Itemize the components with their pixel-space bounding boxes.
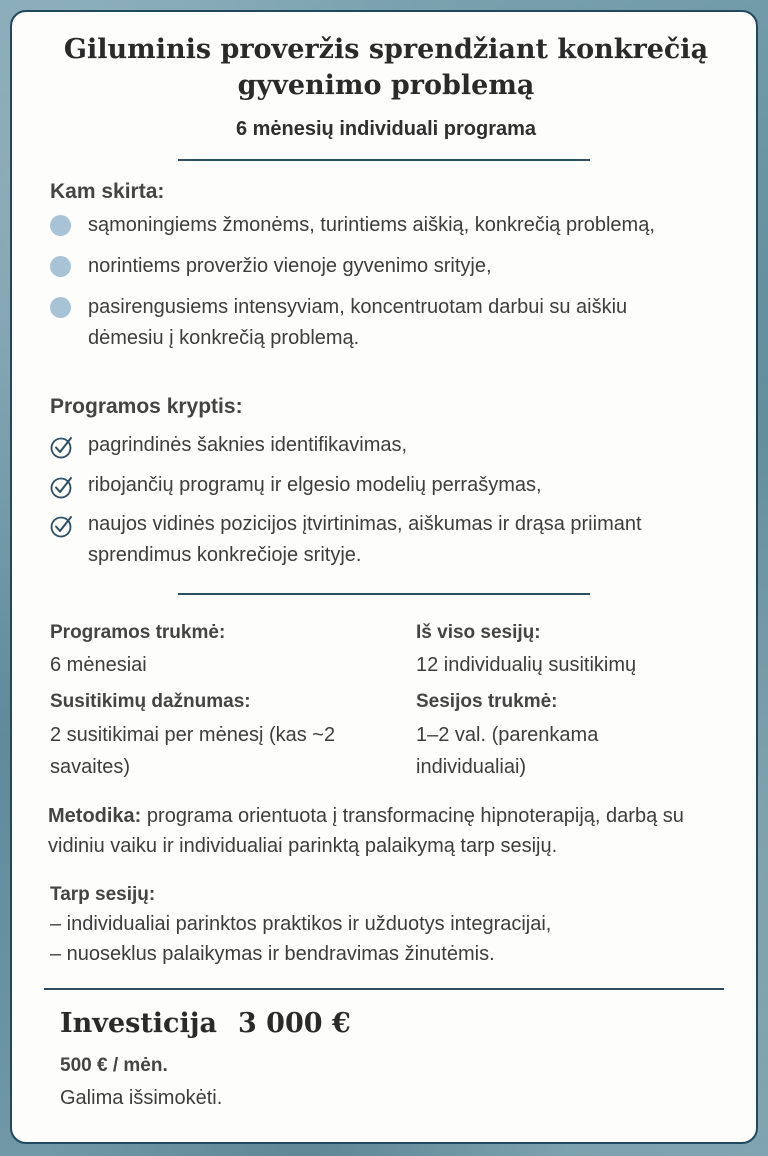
- program-card: [10, 10, 758, 1144]
- audience-heading: Kam skirta:: [50, 180, 165, 203]
- bullet-dot-icon: [50, 297, 71, 318]
- session-length-value: 1–2 val. (parenkama individualiai): [416, 724, 599, 778]
- list-item: norintiems proveržio vienoje gyvenimo srityje,: [50, 251, 730, 282]
- check-circle-icon: [50, 435, 74, 459]
- list-item: sąmoningiems žmonėms, turintiems aiškią, konkrečią problemą,: [50, 210, 730, 241]
- monthly-price: 500 € / mėn.: [60, 1055, 168, 1076]
- check-circle-icon: [50, 475, 74, 499]
- investment-amount: 3 000 €: [238, 1008, 351, 1039]
- sessions-value: 12 individualių susitikimų: [416, 654, 637, 676]
- bullet-dot-icon: [50, 256, 71, 277]
- installment-note: Galima išsimokėti.: [60, 1087, 223, 1109]
- between-sessions-line: – nuoseklus palaikymas ir bendravimas žinutėmis.: [50, 943, 495, 965]
- methodology: [48, 801, 738, 861]
- investment-label: Investicija: [60, 1008, 218, 1039]
- list-item: pasirengusiems intensyviam, koncentruotam darbui su aiškiu dėmesiu į konkrečią problemą.: [50, 292, 690, 354]
- list-item: naujos vidinės pozicijos įtvirtinimas, aiškumas ir drąsa priimant sprendimus konkrečioje srityje.: [50, 509, 670, 571]
- methodology-text: programa orientuota į transformacinę hipnoterapiją, darbą su vidiniu vaiku ir individualiai parinktą palaikymą tarp sesijų.: [48, 805, 684, 857]
- list-item: ribojančių programų ir elgesio modelių perrašymas,: [50, 470, 730, 501]
- list-item: pagrindinės šaknies identifikavimas,: [50, 430, 730, 461]
- direction-heading: Programos kryptis:: [50, 395, 243, 418]
- duration-value: 6 mėnesiai: [50, 654, 147, 676]
- frequency-value: 2 susitikimai per mėnesį (kas ~2 savaites): [50, 724, 336, 778]
- duration-label: Programos trukmė:: [50, 622, 226, 643]
- page-title: Giluminis proveržis sprendžiant konkrečią gyvenimo problemą: [63, 34, 709, 101]
- between-sessions-line: – individualiai parinktos praktikos ir užduotys integracijai,: [50, 913, 552, 935]
- page-subtitle: 6 mėnesių individuali programa: [235, 118, 537, 140]
- between-sessions-heading: Tarp sesijų:: [50, 884, 156, 905]
- divider: [44, 988, 724, 990]
- check-circle-icon: [50, 514, 74, 538]
- bullet-dot-icon: [50, 215, 71, 236]
- frequency-label: Susitikimų dažnumas:: [50, 691, 251, 712]
- sessions-label: Iš viso sesijų:: [416, 622, 541, 643]
- divider: [178, 593, 590, 595]
- session-length-label: Sesijos trukmė:: [416, 691, 558, 712]
- methodology-label: Metodika:: [48, 805, 142, 827]
- divider: [178, 159, 590, 161]
